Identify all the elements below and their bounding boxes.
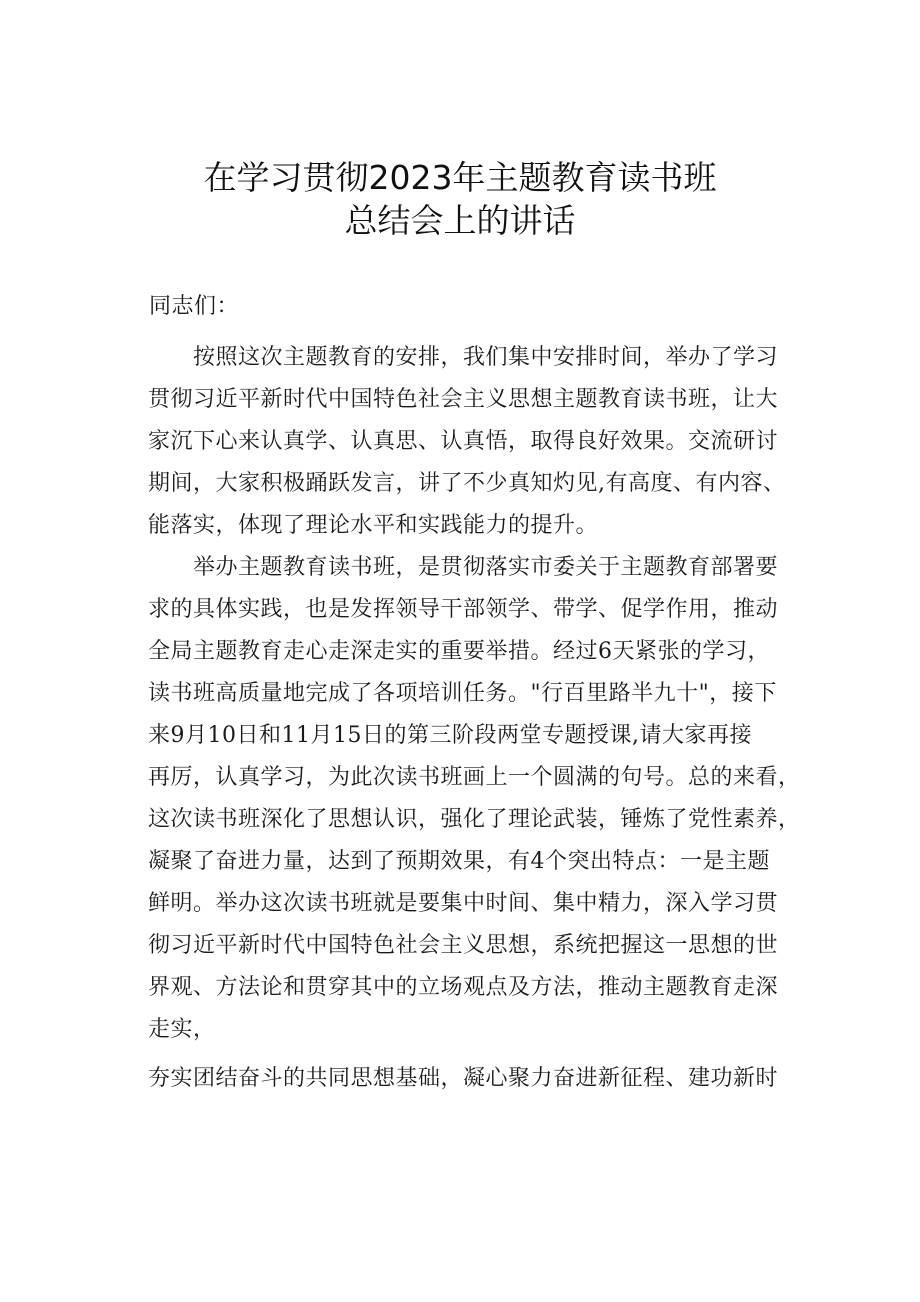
body-line: 能落实，体现了理论水平和实践能力的提升。 bbox=[148, 513, 599, 538]
body-line: 界观、方法论和贯穿其中的立场观点及方法，推动主题教育走深 bbox=[148, 975, 779, 1000]
body-line: 贯彻习近平新时代中国特色社会主义思想主题教育读书班，让大 bbox=[148, 387, 779, 412]
body-line: 全局主题教育走心走深走实的重要举措。经过6天紧张的学习， bbox=[148, 639, 770, 664]
body-line: 走实， bbox=[148, 1017, 216, 1042]
document-title-line-1: 在学习贯彻2023年主题教育读书班 bbox=[203, 158, 717, 197]
body-line: 夯实团结奋斗的共同思想基础，凝心聚力奋进新征程、建功新时 bbox=[148, 1066, 779, 1091]
body-line: 鲜明。举办这次读书班就是要集中时间、集中精力，深入学习贯 bbox=[148, 891, 779, 916]
body-line: 期间，大家积极踊跃发言，讲了不少真知灼见,有高度、有内容、 bbox=[148, 471, 786, 496]
body-line: 举办主题教育读书班，是贯彻落实市委关于主题教育部署要 bbox=[148, 555, 779, 580]
body-line: 再厉，认真学习，为此次读书班画上一个圆满的句号。总的来看， bbox=[148, 765, 801, 790]
body-line: 按照这次主题教育的安排，我们集中安排时间，举办了学习 bbox=[148, 345, 779, 370]
body-line: 凝聚了奋进力量，达到了预期效果，有4个突出特点：一是主题 bbox=[148, 849, 770, 874]
body-line: 彻习近平新时代中国特色社会主义思想，系统把握这一思想的世 bbox=[148, 933, 779, 958]
body-line: 这次读书班深化了思想认识，强化了理论武装，锤炼了党性素养， bbox=[148, 807, 801, 832]
body-line: 家沉下心来认真学、认真思、认真悟，取得良好效果。交流研讨 bbox=[148, 429, 779, 454]
body-line: 读书班高质量地完成了各项培训任务。"行百里路半九十"，接下 bbox=[148, 681, 777, 706]
salutation: 同志们： bbox=[149, 294, 240, 319]
body-line: 求的具体实践，也是发挥领导干部领学、带学、促学作用，推动 bbox=[148, 597, 779, 622]
body-line: 来9月10日和11月15日的第三阶段两堂专题授课,请大家再接 bbox=[148, 723, 752, 748]
document-title-line-2: 总结会上的讲话 bbox=[344, 201, 576, 240]
